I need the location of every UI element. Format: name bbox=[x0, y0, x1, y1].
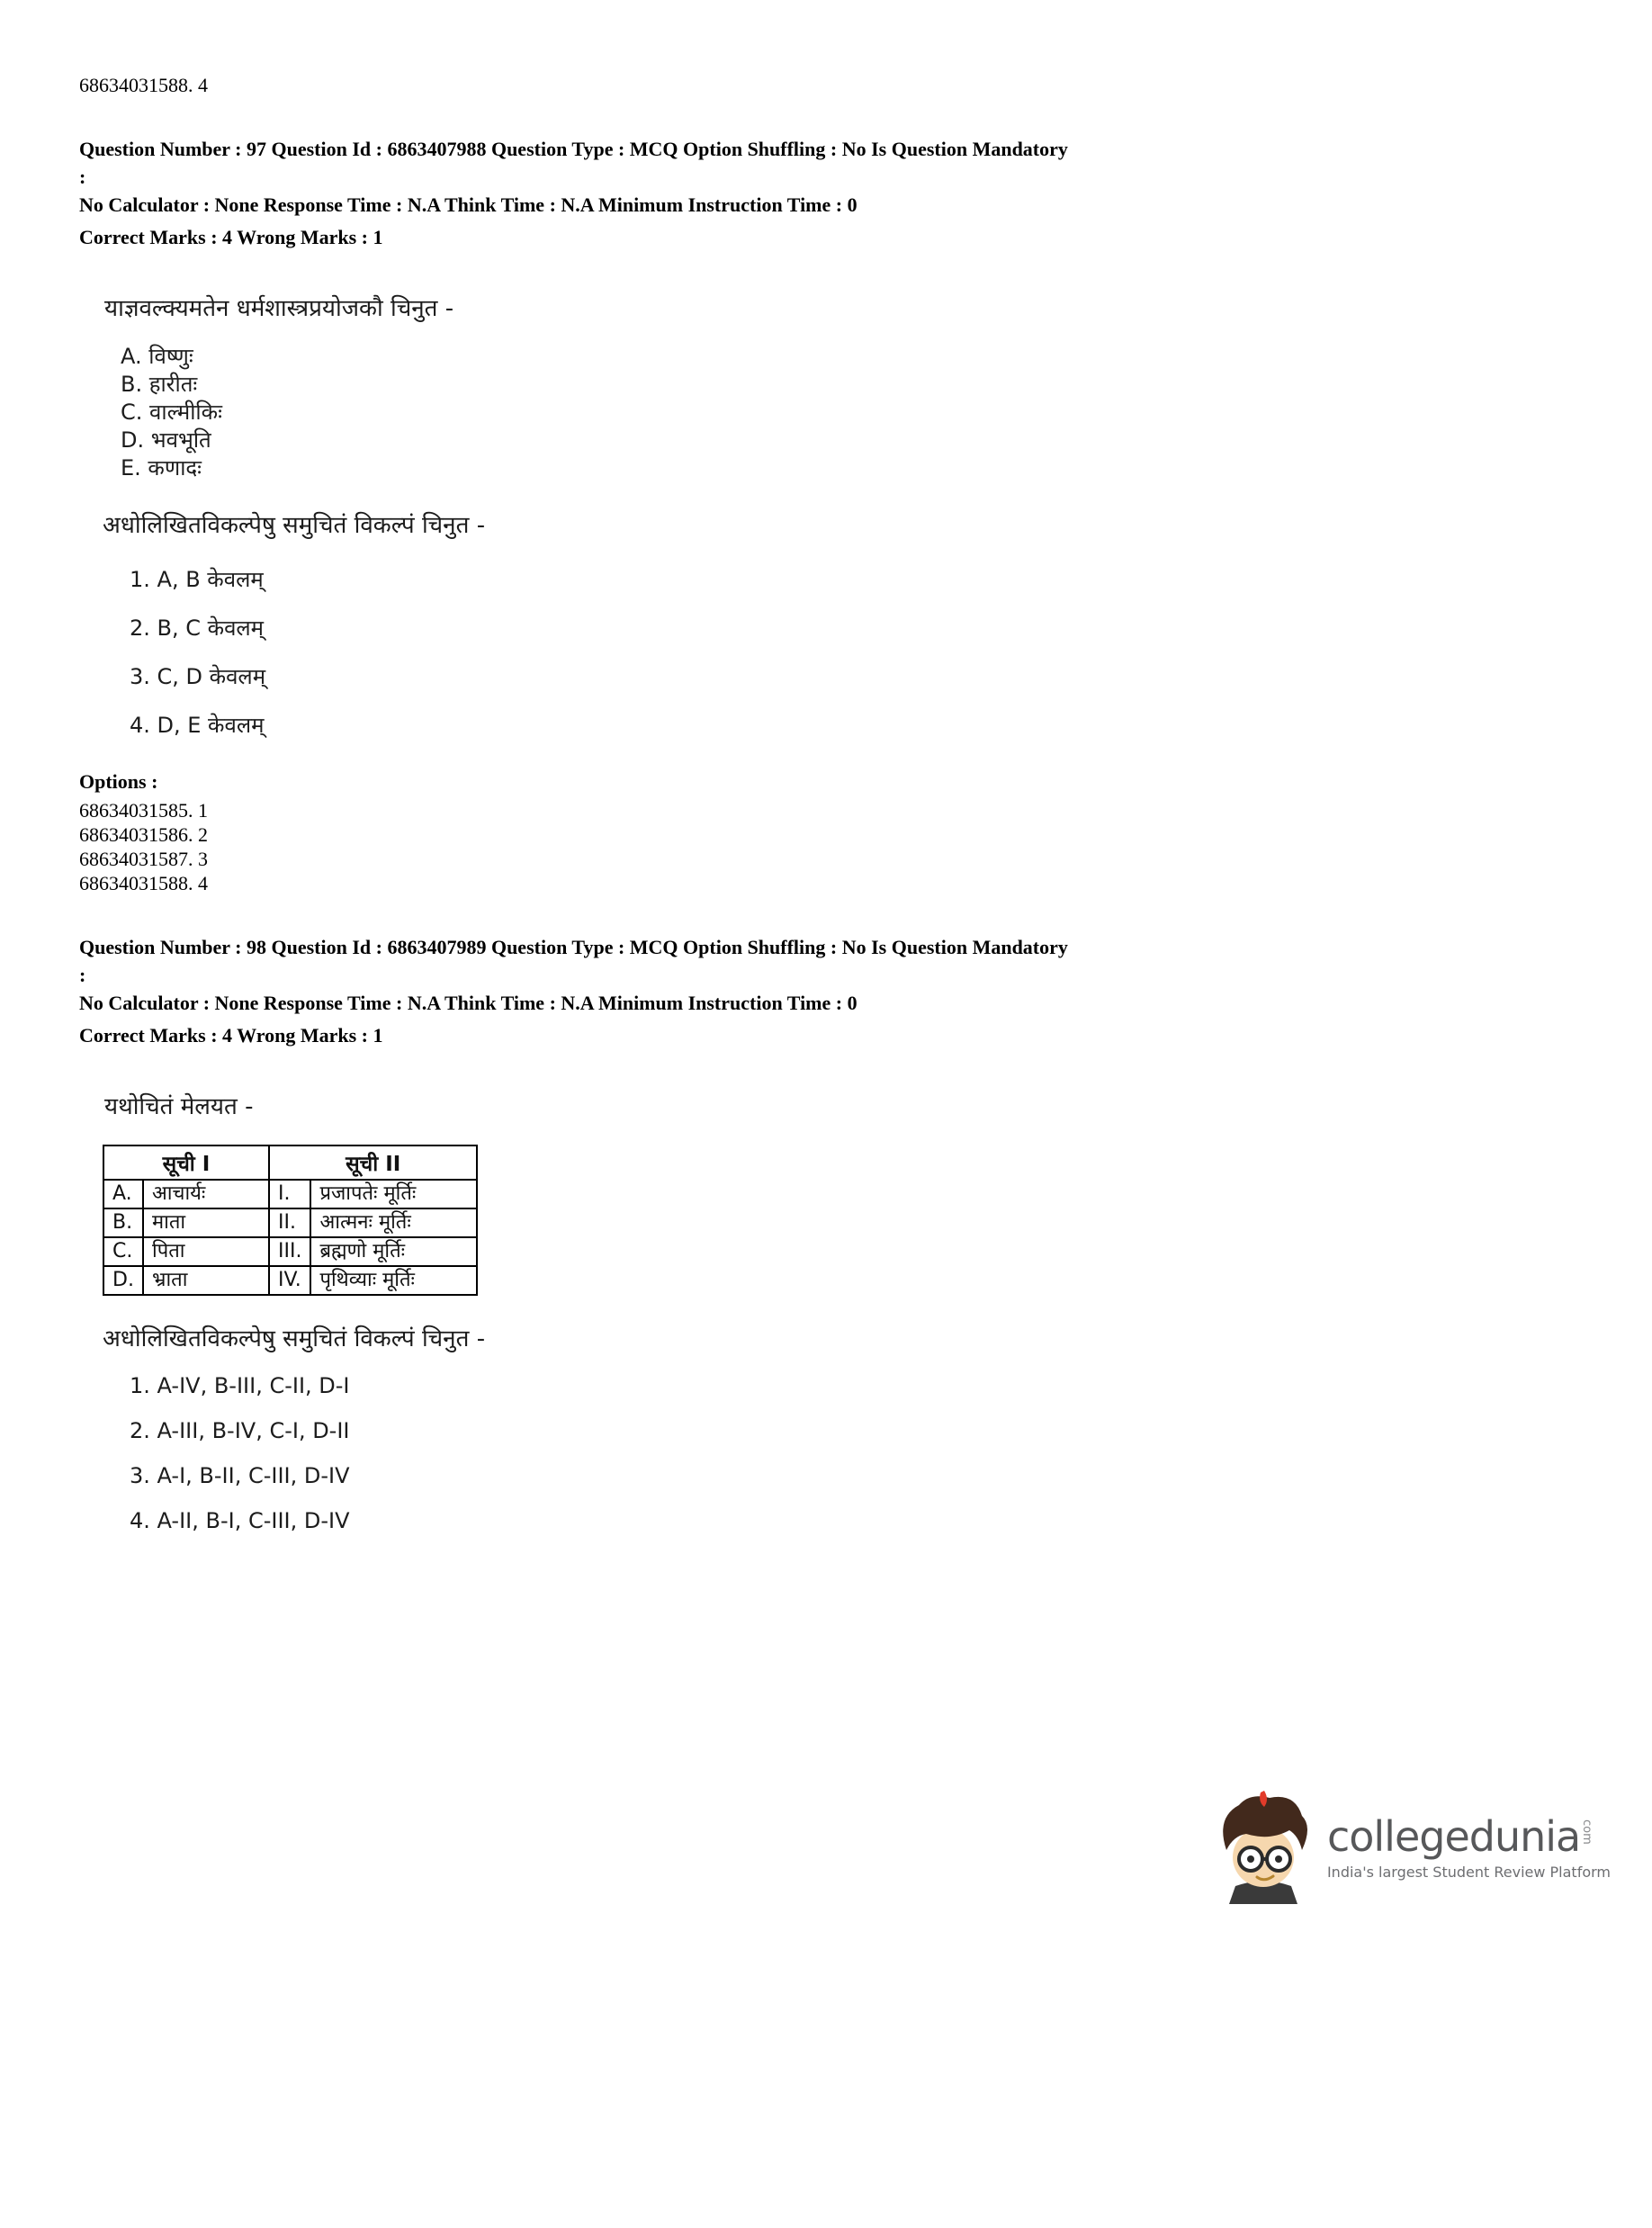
table-row bbox=[103, 1208, 477, 1237]
mascot-icon bbox=[1210, 1791, 1316, 1904]
table-cell-letter: B. bbox=[103, 1208, 143, 1237]
table-cell-term: ब्रह्मणो मूर्तिः bbox=[310, 1237, 477, 1266]
match-table bbox=[103, 1145, 478, 1296]
marks-line: Correct Marks : 4 Wrong Marks : 1 bbox=[79, 226, 383, 248]
table-cell-term: पिता bbox=[143, 1237, 269, 1266]
question-98-block bbox=[79, 933, 1573, 1533]
option-id-list bbox=[79, 798, 1573, 895]
answer-option-1: 1. A-IV, B-III, C-II, D-I bbox=[130, 1373, 350, 1398]
answer-option-list bbox=[130, 567, 1573, 738]
brand-text bbox=[1327, 1814, 1611, 1881]
table-cell-letter: A. bbox=[103, 1180, 143, 1208]
answer-option-3: 3. C, D केवलम् bbox=[130, 664, 266, 689]
answer-option-2: 2. A-III, B-IV, C-I, D-II bbox=[130, 1418, 350, 1443]
question-meta-line-1: Question Number : 98 Question Id : 6863407989 Question Type : MCQ Option Shuffling : No Is Question Mandatory : bbox=[79, 936, 1068, 986]
question-text: यथोचितं मेलयत - bbox=[104, 1093, 254, 1120]
table-cell-term: पृथिव्याः मूर्तिः bbox=[310, 1266, 477, 1295]
previous-option-id: 68634031588. 4 bbox=[79, 74, 208, 96]
question-meta-line-2: No Calculator : None Response Time : N.A Think Time : N.A Minimum Instruction Time : 0 bbox=[79, 992, 857, 1014]
choice-item-a: A. विष्णुः bbox=[121, 344, 193, 369]
table-cell-letter: D. bbox=[103, 1266, 143, 1295]
table-cell-term: भ्राता bbox=[143, 1266, 269, 1295]
answer-option-4: 4. A-II, B-I, C-III, D-IV bbox=[130, 1508, 350, 1533]
table-cell-letter: C. bbox=[103, 1237, 143, 1266]
answer-option-list bbox=[130, 1373, 1573, 1533]
brand-wordmark-row bbox=[1327, 1814, 1611, 1859]
question-meta-line-2: No Calculator : None Response Time : N.A Think Time : N.A Minimum Instruction Time : 0 bbox=[79, 193, 857, 216]
brand-tagline: India's largest Student Review Platform bbox=[1326, 1864, 1611, 1881]
table-row bbox=[103, 1180, 477, 1208]
options-label: Options : bbox=[79, 770, 158, 793]
table-header-row bbox=[103, 1145, 477, 1180]
table-cell-term: प्रजापतेः मूर्तिः bbox=[310, 1180, 477, 1208]
collegedunia-logo bbox=[1210, 1791, 1611, 1904]
choice-item-d: D. भवभूति bbox=[121, 427, 211, 453]
table-cell-numeral: IV. bbox=[269, 1266, 310, 1295]
table-cell-term: आत्मनः मूर्तिः bbox=[310, 1208, 477, 1237]
table-cell-numeral: III. bbox=[269, 1237, 310, 1266]
instruction-text: अधोलिखितविकल्पेषु समुचितं विकल्पं चिनुत - bbox=[103, 512, 486, 539]
choice-item-e: E. कणादः bbox=[121, 455, 202, 481]
table-cell-numeral: I. bbox=[269, 1180, 310, 1208]
choice-list bbox=[121, 343, 1573, 482]
option-id-1: 68634031585. 1 bbox=[79, 799, 208, 822]
table-cell-term: आचार्यः bbox=[143, 1180, 269, 1208]
answer-option-3: 3. A-I, B-II, C-III, D-IV bbox=[130, 1463, 350, 1488]
answer-option-2: 2. B, C केवलम् bbox=[130, 615, 265, 641]
table-header-list-2: सूची II bbox=[269, 1145, 477, 1180]
question-text: याज्ञवल्क्यमतेन धर्मशास्त्रप्रयोजकौ चिनुत - bbox=[104, 295, 454, 322]
table-cell-term: माता bbox=[143, 1208, 269, 1237]
question-97-block bbox=[79, 135, 1573, 895]
answer-option-1: 1. A, B केवलम् bbox=[130, 567, 264, 592]
brand-suffix: com bbox=[1580, 1819, 1594, 1845]
question-98-meta bbox=[79, 933, 1069, 1017]
choice-item-b: B. हारीतः bbox=[121, 372, 198, 397]
brand-wordmark: collegedunia bbox=[1326, 1812, 1581, 1861]
instruction-text: अधोलिखितविकल्पेषु समुचितं विकल्पं चिनुत - bbox=[103, 1325, 486, 1352]
table-row bbox=[103, 1266, 477, 1295]
option-id-2: 68634031586. 2 bbox=[79, 823, 208, 846]
question-97-meta bbox=[79, 135, 1069, 219]
option-id-3: 68634031587. 3 bbox=[79, 848, 208, 870]
question-meta-line-1: Question Number : 97 Question Id : 6863407988 Question Type : MCQ Option Shuffling : No Is Question Mandatory : bbox=[79, 138, 1068, 188]
choice-item-c: C. वाल्मीकिः bbox=[121, 400, 222, 425]
table-cell-numeral: II. bbox=[269, 1208, 310, 1237]
option-id-4: 68634031588. 4 bbox=[79, 872, 208, 894]
answer-option-4: 4. D, E केवलम् bbox=[130, 713, 265, 738]
table-row bbox=[103, 1237, 477, 1266]
marks-line: Correct Marks : 4 Wrong Marks : 1 bbox=[79, 1024, 383, 1047]
table-header-list-1: सूची I bbox=[103, 1145, 269, 1180]
